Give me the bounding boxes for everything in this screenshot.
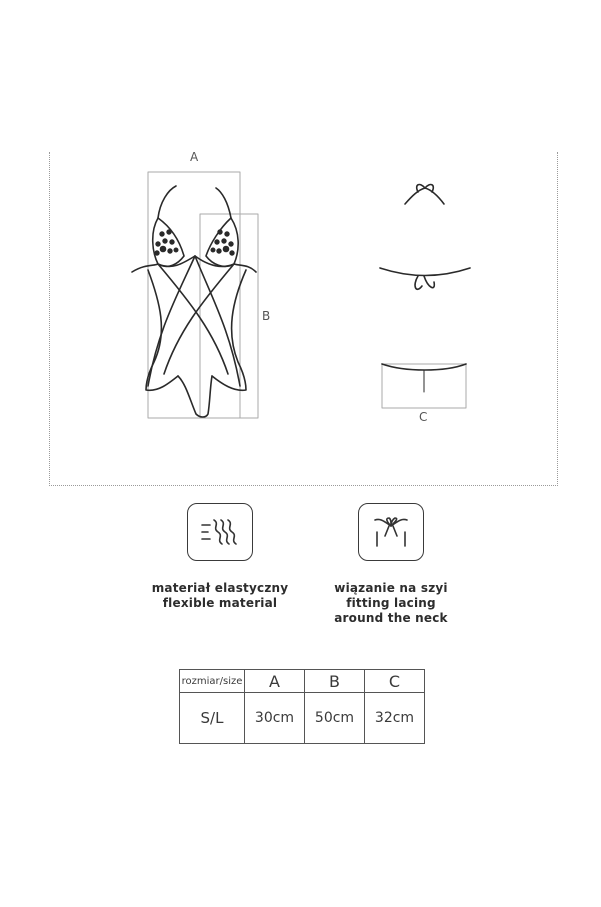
dimension-label-c: C bbox=[419, 410, 428, 424]
neck-tie-icon bbox=[358, 503, 424, 561]
feature-elastic-pl: materiał elastyczny bbox=[151, 581, 289, 595]
cross-1 bbox=[148, 256, 195, 386]
header-a: A bbox=[245, 670, 305, 693]
feature-neck-en-2: around the neck bbox=[334, 611, 448, 625]
header-b: B bbox=[305, 670, 365, 693]
feature-elastic bbox=[120, 503, 320, 611]
band bbox=[380, 268, 470, 276]
left-strap bbox=[158, 186, 176, 218]
cross-3 bbox=[158, 264, 228, 374]
dimension-label-a: A bbox=[190, 150, 199, 164]
cell-c: 32cm bbox=[365, 693, 425, 744]
band-bow bbox=[415, 276, 434, 289]
panty-waist bbox=[382, 364, 466, 370]
halter-neck bbox=[405, 188, 444, 204]
header-size: rozmiar/size bbox=[180, 670, 245, 693]
cell-a: 30cm bbox=[245, 693, 305, 744]
dimension-box-a bbox=[148, 172, 240, 418]
left-lace bbox=[155, 230, 178, 255]
table-row bbox=[180, 693, 425, 744]
bodysuit-drawing bbox=[50, 152, 559, 486]
feature-neck-lacing bbox=[291, 503, 491, 626]
feature-neck-pl: wiązanie na szyi bbox=[334, 581, 448, 595]
feature-elastic-en: flexible material bbox=[162, 596, 278, 610]
right-side bbox=[212, 270, 246, 390]
cell-size: S/L bbox=[180, 693, 245, 744]
size-table bbox=[179, 669, 425, 744]
right-lace bbox=[211, 230, 234, 255]
product-drawing-panel bbox=[49, 152, 558, 486]
dimension-label-b: B bbox=[262, 309, 271, 323]
crotch bbox=[178, 376, 212, 417]
header-c: C bbox=[365, 670, 425, 693]
wavy-lines-icon bbox=[187, 503, 253, 561]
cell-b: 50cm bbox=[305, 693, 365, 744]
cross-4 bbox=[164, 264, 234, 374]
feature-neck-en-1: fitting lacing bbox=[346, 596, 436, 610]
table-header-row bbox=[180, 670, 425, 693]
